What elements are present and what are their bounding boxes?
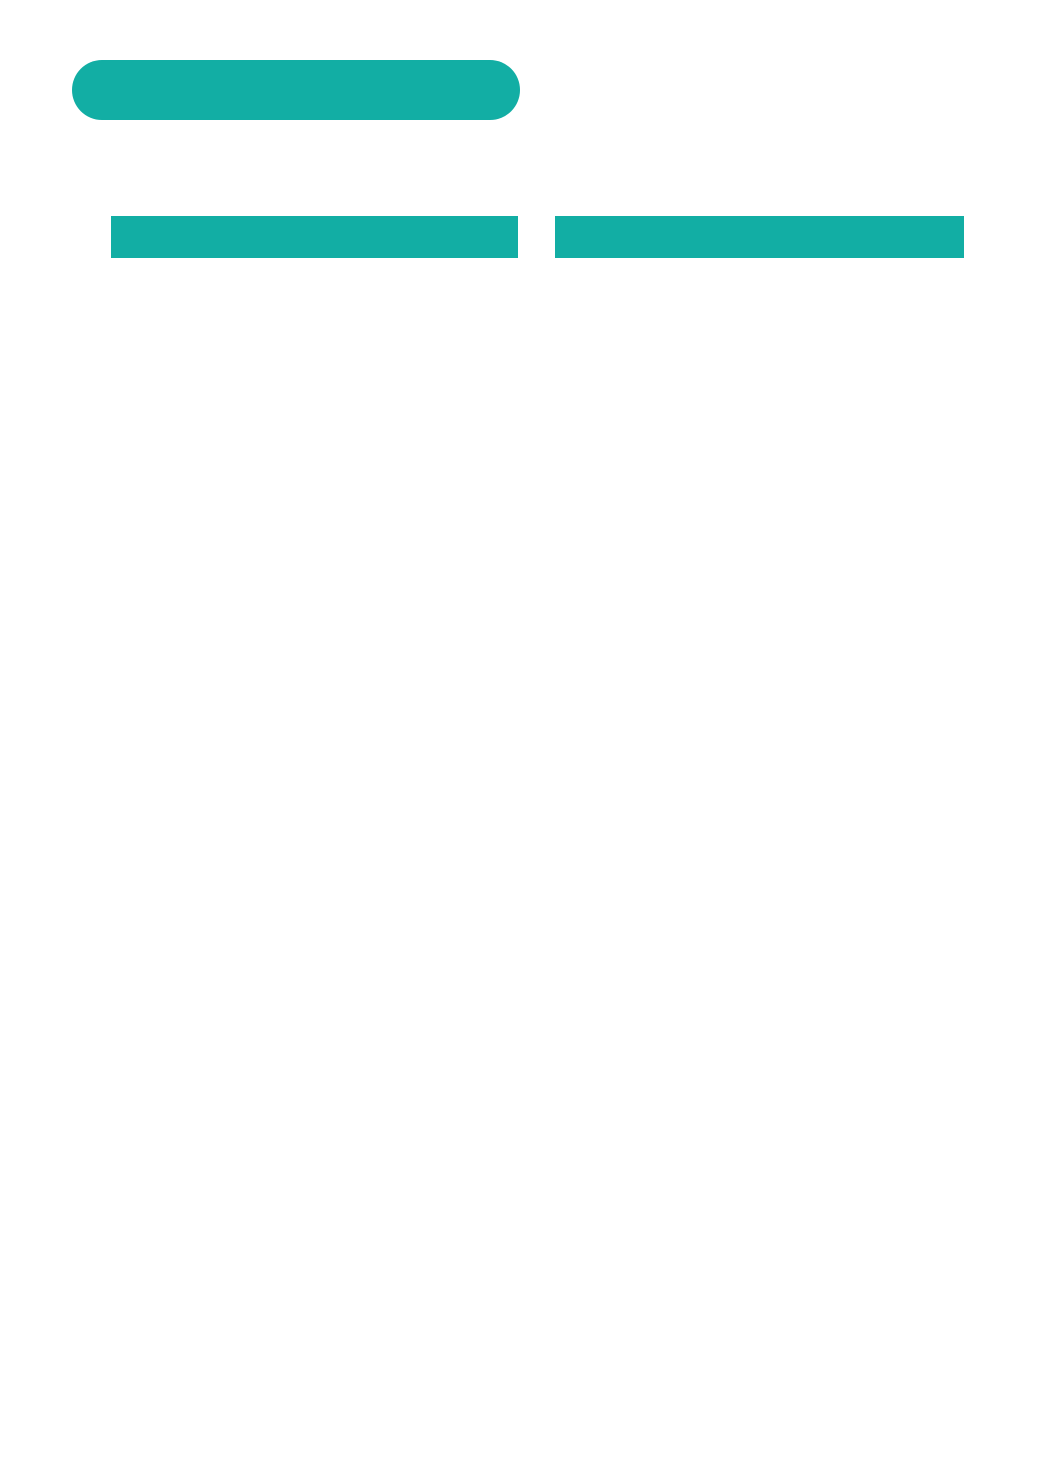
consonants-keyword-heading [281,262,518,296]
consonants-symbol-heading [111,262,281,296]
consonants-header [111,216,518,258]
vowels-header [555,216,964,258]
page-footer [756,1402,770,1424]
vowels-keyword-heading [836,262,964,296]
vowels-symbol-heading [716,262,816,296]
title-banner [72,60,520,120]
